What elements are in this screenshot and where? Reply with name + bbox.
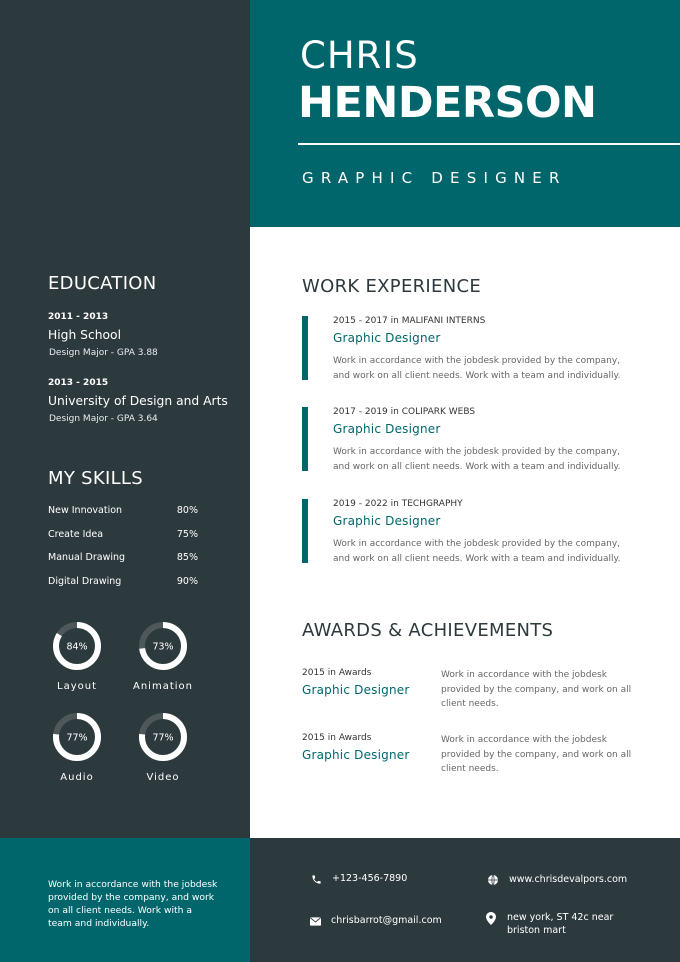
job-title: GRAPHIC DESIGNER [302, 169, 567, 187]
last-name: HENDERSON [298, 78, 597, 128]
education-detail: Design Major - GPA 3.88 [49, 348, 158, 358]
gauge-value: 84% [66, 641, 88, 653]
skill-row [48, 529, 198, 553]
award-description: Work in accordance with the jobdesk provided by the company, and work on all client needs. [441, 735, 632, 774]
award-role: Graphic Designer [302, 683, 410, 697]
footer-summary: Work in accordance with the jobdesk provided by the company, and work on all client needs. Work with a team and individually. [48, 879, 218, 929]
gauge-animation [133, 620, 193, 692]
globe-icon [486, 873, 500, 887]
education-title: EDUCATION [48, 273, 157, 294]
education-years: 2013 - 2015 [48, 378, 109, 388]
gauge-audio [47, 711, 107, 783]
work-meta: 2019 - 2022 in TECHGRAPHY [333, 499, 463, 509]
contact-phone[interactable] [309, 872, 407, 886]
skill-name: Manual Drawing [48, 552, 126, 563]
work-role: Graphic Designer [333, 514, 441, 528]
work-meta: 2017 - 2019 in COLIPARK WEBS [333, 407, 476, 417]
awards-title: AWARDS & ACHIEVEMENTS [302, 620, 554, 641]
education-school: University of Design and Arts [48, 394, 228, 408]
contact-email[interactable] [308, 914, 442, 928]
education-item [48, 378, 228, 424]
header-divider [298, 143, 680, 145]
footer-left [0, 838, 250, 962]
skill-name: Create Idea [48, 528, 104, 540]
gauge-value: 77% [152, 732, 174, 744]
skill-percent: 90% [176, 575, 198, 587]
work-accent-bar [302, 499, 308, 563]
footer-contacts [250, 838, 680, 962]
education-school: High School [48, 328, 121, 342]
contact-address-text: new york, ST 42c near briston mart [507, 912, 614, 936]
skill-percent: 80% [176, 505, 198, 516]
gauge-label: Video [146, 772, 180, 783]
award-role: Graphic Designer [302, 748, 410, 762]
work-role: Graphic Designer [333, 331, 441, 345]
location-pin-icon [484, 911, 498, 925]
skills-title: MY SKILLS [48, 468, 143, 489]
work-accent-bar [302, 316, 308, 380]
gauge-ring [137, 711, 189, 763]
work-experience-title: WORK EXPERIENCE [302, 276, 482, 297]
award-meta: 2015 in Awards [302, 668, 372, 678]
work-item [302, 407, 662, 471]
gauge-ring [51, 711, 103, 763]
contact-website-text: www.chrisdevalpors.com [509, 874, 628, 885]
work-description: Work in accordance with the jobdesk provided by the company, and work on all client needs. Work with a team and individually. [333, 447, 621, 472]
gauge-label: Audio [60, 772, 94, 783]
contact-phone-text: +123-456-7890 [332, 873, 408, 884]
gauge-label: Layout [57, 681, 97, 692]
work-role: Graphic Designer [333, 422, 441, 436]
skill-percent: 85% [176, 552, 198, 563]
contact-website[interactable] [486, 873, 627, 887]
work-item [302, 316, 662, 380]
education-detail: Design Major - GPA 3.64 [49, 414, 158, 424]
contact-email-text: chrisbarrot@gmail.com [331, 915, 442, 926]
email-icon [308, 914, 322, 928]
phone-icon [309, 872, 323, 886]
gauge-value: 77% [66, 732, 88, 744]
skill-name: New Innovation [48, 505, 123, 516]
gauge-label: Animation [133, 681, 193, 692]
gauge-video [133, 711, 193, 783]
work-meta: 2015 - 2017 in MALIFANI INTERNS [333, 316, 486, 326]
work-description: Work in accordance with the jobdesk provided by the company, and work on all client needs. Work with a team and individually. [333, 356, 621, 381]
work-item [302, 499, 662, 563]
gauge-layout [47, 620, 107, 692]
skill-name: Digital Drawing [48, 575, 122, 587]
skills-list [48, 505, 198, 599]
gauge-value: 73% [152, 641, 174, 653]
work-accent-bar [302, 407, 308, 471]
skill-row [48, 576, 198, 600]
gauge-ring [137, 620, 189, 672]
first-name: CHRIS [300, 34, 419, 77]
skill-percent: 75% [176, 528, 198, 540]
education-item [48, 312, 158, 358]
skill-row [48, 505, 198, 529]
gauge-ring [51, 620, 103, 672]
award-description: Work in accordance with the jobdesk provided by the company, and work on all client needs. [441, 670, 632, 709]
skill-row [48, 552, 198, 576]
contact-address[interactable] [484, 911, 617, 937]
award-meta: 2015 in Awards [302, 733, 372, 743]
header [250, 0, 680, 227]
work-description: Work in accordance with the jobdesk provided by the company, and work on all client needs. Work with a team and individually. [333, 539, 621, 564]
education-years: 2011 - 2013 [48, 312, 109, 322]
